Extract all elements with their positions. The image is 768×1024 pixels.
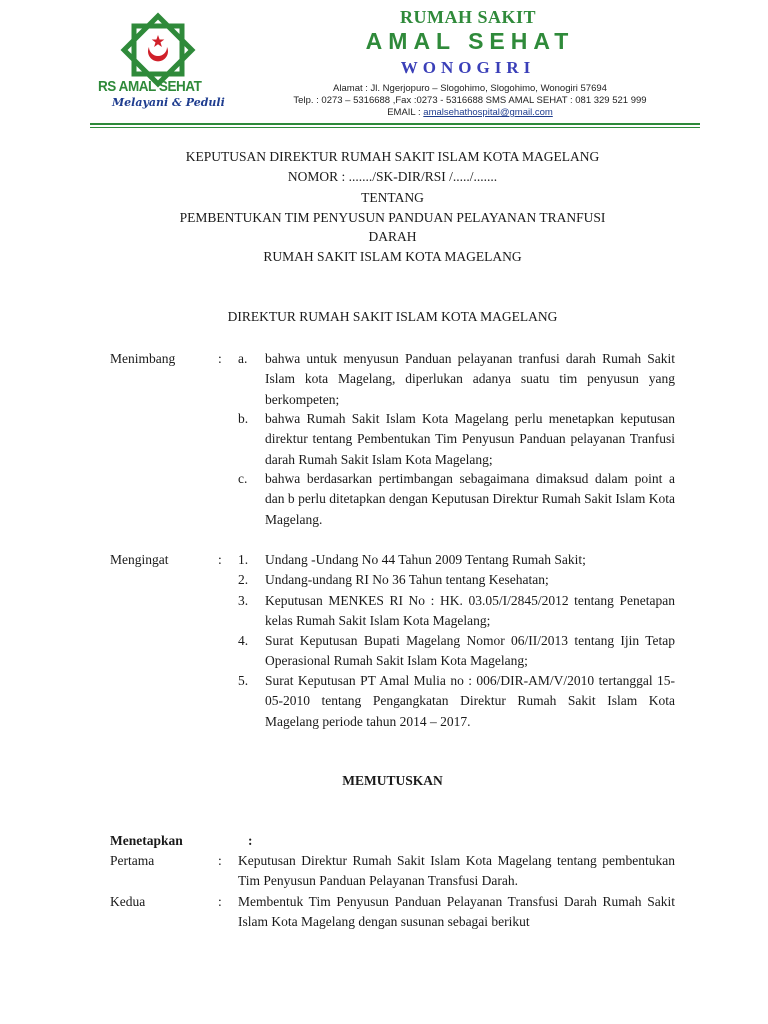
mengingat-item-5: Surat Keputusan PT Amal Mulia no : 006/DIR-AM/V/2010 tertanggal 15-05-2010 tentang Pengangkatan Direktur Rumah Sakit Islam Kota Magelang periode tahun 2014 – 2017.: [265, 673, 675, 729]
logo-tagline: Melayani & Peduli: [112, 96, 225, 109]
menimbang-item-c: bahwa berdasarkan pertimbangan sebagaimana dimaksud dalam point a dan b perlu ditetapkan dengan Keputusan Direktur Rumah Sakit Islam Kota Magelang.: [265, 471, 675, 527]
pertama-text: Keputusan Direktur Rumah Sakit Islam Kota Magelang tentang pembentukan Tim Penyusun Panduan Pelayanan Transfusi Darah.: [238, 853, 675, 889]
mengingat-marker-5: 5.: [238, 673, 249, 688]
decree-subject-hospital: RUMAH SAKIT ISLAM KOTA MAGELANG: [263, 249, 522, 264]
mengingat-item-3: Keputusan MENKES RI No : HK. 03.05/I/2845/2012 tentang Penetapan kelas Rumah Sakit Islam Kota Magelang;: [265, 593, 675, 629]
decree-subject-cont: DARAH: [368, 229, 417, 244]
pertama-label: Pertama: [110, 853, 155, 868]
letterhead-divider: [90, 123, 700, 125]
pertama-colon: :: [218, 853, 222, 868]
hospital-address: Alamat : Jl. Ngerjopuro – Slogohimo, Slogohimo, Wonogiri 57694: [333, 83, 607, 94]
menimbang-marker-c: c.: [238, 471, 248, 486]
menetapkan-colon: :: [248, 833, 253, 848]
letterhead: [90, 0, 700, 130]
menimbang-item-a: bahwa untuk menyusun Panduan pelayanan tranfusi darah Rumah Sakit Islam kota Magelang, diperlukan adanya suatu tim penyusun yang berkompeten;: [265, 351, 675, 407]
hospital-type: RUMAH SAKIT: [399, 7, 536, 27]
mengingat-marker-3: 3.: [238, 593, 249, 608]
menetapkan-label: Menetapkan: [110, 833, 183, 848]
director-heading: DIREKTUR RUMAH SAKIT ISLAM KOTA MAGELANG: [227, 309, 558, 324]
letterhead-divider-thin: [90, 127, 700, 128]
kedua-colon: :: [218, 894, 222, 909]
decree-title: KEPUTUSAN DIREKTUR RUMAH SAKIT ISLAM KOTA MAGELANG: [185, 149, 600, 164]
mengingat-marker-2: 2.: [238, 572, 249, 587]
decree-subject: PEMBENTUKAN TIM PENYUSUN PANDUAN PELAYANAN TRANFUSI: [179, 210, 606, 225]
hospital-logo-icon: [120, 12, 196, 88]
logo-name: RS AMAL SEHAT: [98, 78, 202, 95]
hospital-city: WONOGIRI: [400, 58, 536, 77]
email-label: EMAIL :: [387, 107, 424, 118]
menimbang-marker-a: a.: [238, 351, 248, 366]
mengingat-marker-1: 1.: [238, 552, 249, 567]
mengingat-item-1: Undang -Undang No 44 Tahun 2009 Tentang Rumah Sakit;: [265, 552, 586, 567]
hospital-name: AMAL SEHAT: [365, 28, 575, 54]
menimbang-marker-b: b.: [238, 411, 249, 426]
menimbang-item-b: bahwa Rumah Sakit Islam Kota Magelang perlu menetapkan keputusan direktur tentang Pembentukan Tim Penyusun Panduan pelayanan Tranfusi darah Rumah Sakit Islam Kota Magelang;: [265, 411, 675, 467]
hospital-email-line: [240, 107, 700, 118]
mengingat-label: Mengingat: [110, 552, 169, 567]
decree-number: NOMOR : ......./SK-DIR/RSI /...../.......: [287, 169, 498, 184]
menimbang-colon: :: [218, 351, 222, 366]
mengingat-marker-4: 4.: [238, 633, 249, 648]
mengingat-item-4: Surat Keputusan Bupati Magelang Nomor 06/II/2013 tentang Ijin Tetap Operasional Rumah Sakit Islam Kota Magelang;: [265, 633, 675, 669]
kedua-label: Kedua: [110, 894, 146, 909]
decree-about: TENTANG: [361, 190, 424, 205]
mengingat-item-2: Undang-undang RI No 36 Tahun tentang Kesehatan;: [265, 572, 549, 587]
menimbang-label: Menimbang: [110, 351, 176, 366]
email-link[interactable]: amalsehathospital@gmail.com: [423, 107, 553, 118]
mengingat-colon: :: [218, 552, 222, 567]
hospital-phone: Telp. : 0273 – 5316688 ,Fax :0273 - 5316688 SMS AMAL SEHAT : 081 329 521 999: [293, 95, 647, 106]
memutuskan-heading: MEMUTUSKAN: [342, 773, 443, 788]
kedua-text: Membentuk Tim Penyusun Panduan Pelayanan Transfusi Darah Rumah Sakit Islam Kota Magelang dengan susunan sebagai berikut: [238, 894, 675, 930]
